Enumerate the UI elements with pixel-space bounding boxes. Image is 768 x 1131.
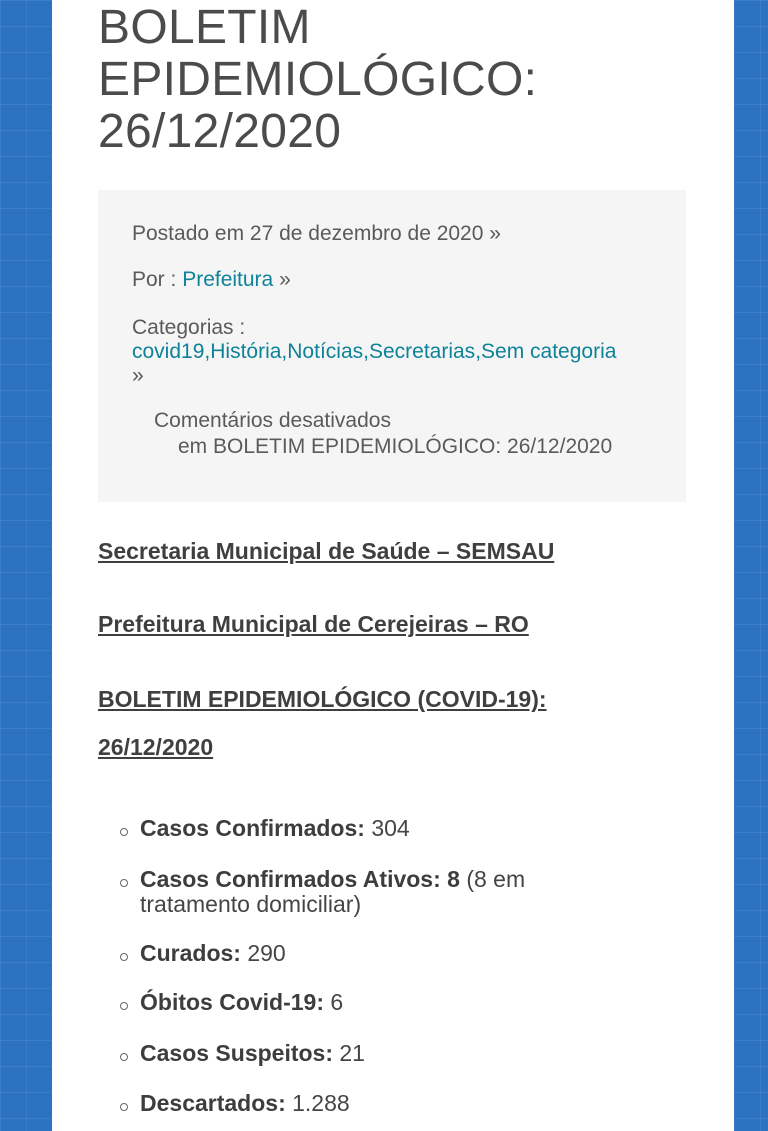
stat-note: (8 em tratamento domiciliar) — [140, 866, 526, 917]
stat-label: Casos Confirmados: — [140, 815, 365, 841]
category-link-covid19[interactable]: covid19 — [132, 340, 205, 363]
stat-value: 1.288 — [292, 1090, 350, 1116]
right-background-panel — [734, 0, 768, 1131]
category-separator: , — [363, 340, 369, 363]
stat-value: 6 — [330, 989, 344, 1015]
posted-date-line — [132, 222, 501, 246]
stat-text — [140, 1091, 640, 1116]
stat-label: Curados: — [140, 940, 241, 966]
author-suffix: » — [273, 268, 291, 291]
bullet-circle-icon — [120, 828, 128, 836]
stat-text — [140, 1041, 640, 1066]
stat-label: Descartados: — [140, 1090, 286, 1116]
categories-suffix: » — [132, 364, 144, 387]
stat-label: Casos Confirmados Ativos: — [140, 866, 441, 892]
category-link-noticias[interactable]: Notícias — [287, 340, 364, 363]
bullet-circle-icon — [120, 953, 128, 961]
stat-label: Óbitos Covid-19: — [140, 989, 325, 1015]
category-separator: , — [475, 340, 482, 363]
category-link-historia[interactable]: História — [210, 340, 282, 363]
author-line — [132, 268, 291, 292]
categories-label: Categorias : — [132, 316, 246, 339]
comments-disabled-line-1: Comentários desativados — [154, 409, 391, 432]
article-page — [52, 0, 734, 1131]
stat-value: 290 — [247, 940, 286, 966]
left-background-panel — [0, 0, 52, 1131]
city-hall-heading: Prefeitura Municipal de Cerejeiras – RO — [98, 611, 529, 637]
category-separator: , — [281, 340, 288, 363]
category-separator: , — [204, 340, 211, 363]
author-link[interactable]: Prefeitura — [182, 268, 274, 291]
categories-line — [132, 316, 632, 388]
stat-confirmed-cases — [140, 816, 640, 841]
category-link-sem-categoria[interactable]: Sem categoria — [481, 340, 617, 363]
stat-discarded-cases — [140, 1091, 640, 1116]
stat-text — [140, 867, 640, 917]
stat-label: Casos Suspeitos: — [140, 1040, 333, 1066]
comments-disabled-notice — [154, 408, 674, 460]
bullet-circle-icon — [120, 879, 128, 887]
comments-disabled-line-2: em BOLETIM EPIDEMIOLÓGICO: 26/12/2020 — [178, 435, 613, 458]
posted-suffix: » — [483, 222, 501, 245]
stat-value: 8 — [447, 866, 460, 892]
stat-text — [140, 990, 640, 1015]
stat-covid-deaths — [140, 990, 640, 1015]
posted-date: 27 de dezembro de 2020 — [249, 222, 484, 245]
health-department-heading: Secretaria Municipal de Saúde – SEMSAU — [98, 538, 555, 564]
posted-prefix: Postado em — [132, 222, 250, 245]
author-prefix: Por : — [132, 268, 183, 291]
bullet-circle-icon — [120, 1103, 128, 1111]
stat-recovered — [140, 941, 640, 966]
article-title: BOLETIM EPIDEMIOLÓGICO: 26/12/2020 — [98, 1, 538, 158]
bulletin-date-heading: 26/12/2020 — [98, 734, 214, 760]
stat-suspected-cases — [140, 1041, 640, 1066]
category-link-secretarias[interactable]: Secretarias — [368, 340, 476, 363]
bullet-circle-icon — [120, 1002, 128, 1010]
stat-text — [140, 816, 640, 841]
bulletin-heading: BOLETIM EPIDEMIOLÓGICO (COVID-19): — [98, 686, 547, 712]
stat-text — [140, 941, 640, 966]
stat-active-confirmed-cases — [140, 867, 640, 917]
bullet-circle-icon — [120, 1053, 128, 1061]
stat-value: 304 — [371, 815, 410, 841]
stat-value: 21 — [339, 1040, 365, 1066]
